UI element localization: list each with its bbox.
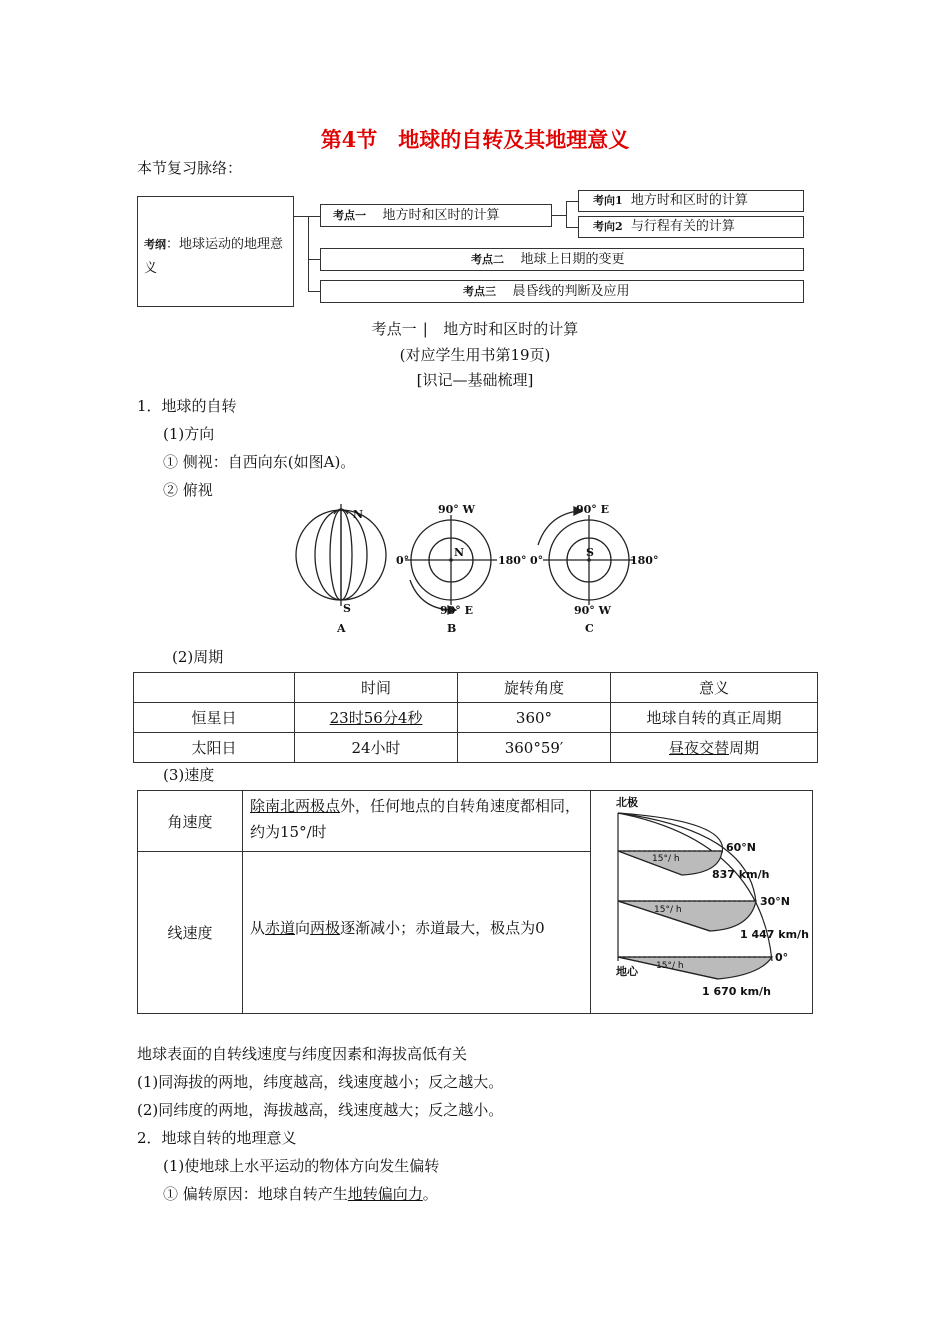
section-heading: 考点一 | 地方时和区时的计算 — [371, 320, 579, 338]
item-1-3: (3)速度 — [163, 766, 215, 784]
item-2-1a-pre: ① 偏转原因：地球自转产生 — [163, 1185, 348, 1203]
globe-a-north-label: N — [353, 508, 364, 521]
mindmap-k1a — [578, 190, 804, 212]
mindmap-k1-text: 地方时和区时的计算 — [382, 208, 500, 223]
table-cell — [611, 733, 818, 763]
fig-center-label: 地心 — [616, 965, 638, 978]
globe-c-center: S — [586, 546, 594, 559]
item-2-1a — [163, 1183, 438, 1204]
fig-lat0: 0° — [775, 951, 789, 964]
table-cell: 360° — [458, 703, 611, 733]
mindmap-k1b — [578, 216, 804, 238]
linear-text-u2: 两极 — [310, 919, 341, 937]
page-title: 第4节 地球的自转及其地理意义 — [320, 127, 630, 152]
mindmap-k1-label: 考点一 — [333, 209, 366, 222]
fig-pole-label: 北极 — [616, 796, 638, 809]
mindmap-k1b-label: 考向2 — [593, 220, 623, 233]
globe-b-center: N — [454, 546, 465, 559]
linear-text-pre: 从 — [250, 919, 266, 937]
item-1-1b: ② 俯视 — [163, 481, 213, 499]
table-cell: 23时56分4秒 — [295, 703, 458, 733]
angular-text-underlined: 除南北两极点 — [250, 797, 341, 815]
section-ref: (对应学生用书第19页) — [399, 346, 551, 364]
mindmap-k3-label: 考点三 — [463, 285, 496, 298]
globe-c-bottom: 90° W — [574, 604, 611, 617]
section-heading-text: 地方时和区时的计算 — [443, 320, 579, 338]
globe-c-top: 90° E — [576, 503, 610, 516]
fig-v0: 1 670 km/h — [702, 985, 771, 998]
globe-c-left: 0° — [530, 554, 544, 567]
linear-text-post: 逐渐减小；赤道最大，极点为0 — [340, 919, 545, 937]
table-row — [134, 703, 818, 733]
fig-lat60: 60°N — [726, 841, 757, 854]
globe-b-caption: B — [447, 622, 457, 635]
globe-b-top: 90° W — [438, 503, 475, 516]
mindmap-k2-label: 考点二 — [471, 253, 504, 266]
item-2-1a-post: 。 — [422, 1185, 438, 1203]
table-cell: 太阳日 — [134, 733, 295, 763]
section-tag: [识记—基础梳理] — [416, 371, 534, 389]
angular-text — [250, 793, 585, 845]
linear-label: 线速度 — [167, 924, 213, 942]
item-1-2: (2)周期 — [172, 648, 224, 666]
table-cell-underlined: 昼夜交替 — [668, 739, 729, 757]
item-2-1a-underlined: 地转偏向力 — [347, 1185, 423, 1203]
globe-b-bottom: 90° E — [440, 604, 474, 617]
item-1-heading: 1．地球的自转 — [137, 397, 237, 415]
globe-a-south-label: S — [343, 602, 351, 615]
note-line: 地球表面的自转线速度与纬度因素和海拔高低有关 — [137, 1045, 468, 1063]
linear-text-u1: 赤道 — [265, 919, 296, 937]
table-cell: 24小时 — [295, 733, 458, 763]
table-cell-rest: 周期 — [729, 739, 760, 757]
mindmap-root-label: 考纲 — [144, 238, 166, 251]
fig-angular-0: 15°/ h — [656, 961, 684, 971]
mindmap-k2-text: 地球上日期的变更 — [520, 252, 625, 267]
mindmap-k3-text: 晨昏线的判断及应用 — [512, 284, 630, 299]
angular-text-rest: 外，任何地点的自转角速度都相同，约为15°/时 — [250, 797, 581, 841]
table-header-cell: 时间 — [295, 673, 458, 703]
item-2-1: (1)使地球上水平运动的物体方向发生偏转 — [163, 1157, 440, 1175]
table-header-row — [134, 673, 818, 703]
intro-text: 本节复习脉络： — [137, 159, 243, 177]
period-table — [133, 672, 818, 763]
table-header-cell: 意义 — [611, 673, 818, 703]
table-cell: 恒星日 — [134, 703, 295, 733]
linear-text-mid: 向 — [295, 919, 311, 937]
table-header-cell — [134, 673, 295, 703]
mindmap-k3 — [320, 280, 804, 303]
mindmap-k2 — [320, 248, 804, 271]
fig-v60: 837 km/h — [712, 868, 770, 881]
note-line: (1)同海拔的两地，纬度越高，线速度越小；反之越大。 — [137, 1073, 504, 1091]
globe-c-right: 180° — [630, 554, 659, 567]
mindmap-root-text: ：地球运动的地理意义 — [144, 237, 284, 276]
linear-text — [250, 917, 585, 938]
linear-speed-figure — [610, 791, 810, 1013]
rotation-direction-figure — [290, 500, 670, 640]
note-line: (2)同纬度的两地，海拔越高，线速度越大；反之越小。 — [137, 1101, 504, 1119]
table-row — [134, 733, 818, 763]
item-1-1: (1)方向 — [163, 425, 215, 443]
mindmap-k1b-text: 与行程有关的计算 — [630, 219, 735, 234]
item-1-1a: ① 侧视：自西向东(如图A)。 — [163, 453, 356, 471]
mindmap-k1a-text: 地方时和区时的计算 — [630, 193, 748, 208]
item-2-heading: 2．地球自转的地理意义 — [137, 1129, 297, 1147]
table-cell: 360°59′ — [458, 733, 611, 763]
table-cell: 地球自转的真正周期 — [611, 703, 818, 733]
globe-b-right: 180° — [498, 554, 527, 567]
globe-a-caption: A — [337, 622, 346, 635]
mindmap-root — [137, 196, 294, 307]
section-heading-number: 考点一 — [371, 320, 417, 338]
fig-v30: 1 447 km/h — [740, 928, 809, 941]
fig-lat30: 30°N — [760, 895, 791, 908]
speed-table — [137, 790, 813, 1014]
globe-b-left: 0° — [396, 554, 410, 567]
angular-label: 角速度 — [167, 812, 213, 831]
mindmap-k1a-label: 考向1 — [593, 194, 623, 207]
fig-angular-30: 15°/ h — [654, 905, 682, 915]
globe-c-caption: C — [585, 622, 594, 635]
table-header-cell: 旋转角度 — [458, 673, 611, 703]
fig-angular-60: 15°/ h — [652, 854, 680, 864]
mindmap-k1 — [320, 204, 552, 227]
